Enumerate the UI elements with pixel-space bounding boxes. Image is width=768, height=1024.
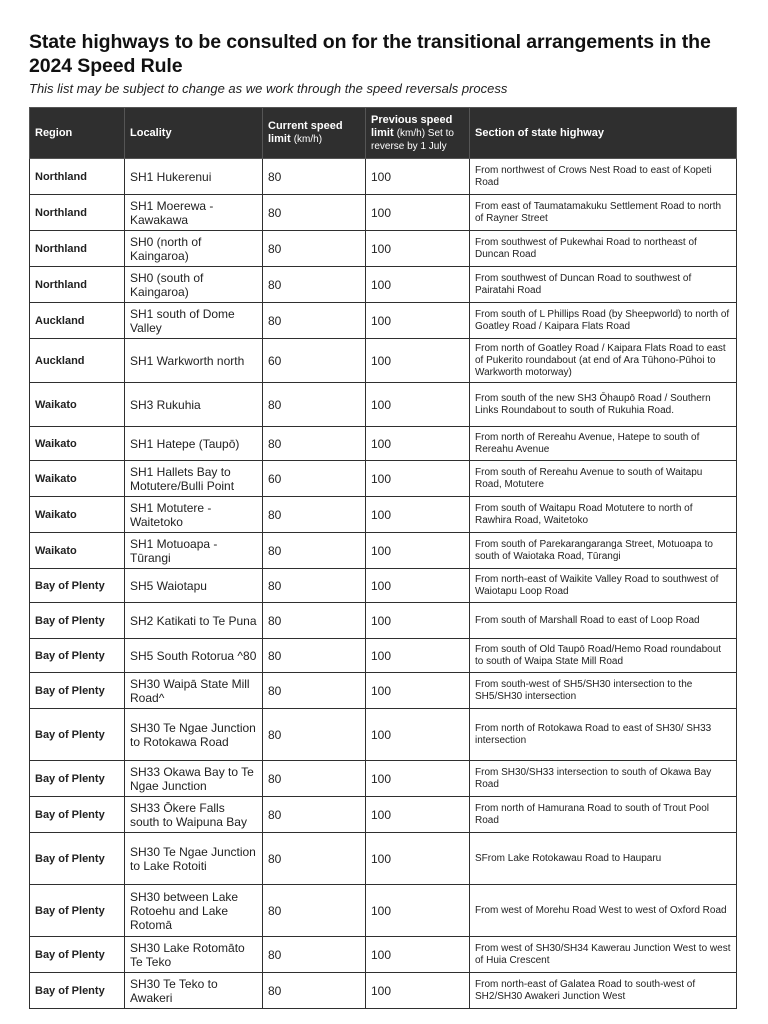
table-row (30, 603, 737, 639)
section-cell: From south of Parekarangaranga Street, Motuoapa to south of Waiotaka Road, Tūrangi (470, 533, 737, 569)
header-previous-main: Previous speed limit (371, 113, 453, 139)
table-row (30, 303, 737, 339)
current-speed-cell: 80 (263, 195, 366, 231)
locality-cell: SH1 Motuoapa - Tūrangi (125, 533, 263, 569)
table-row (30, 159, 737, 195)
table-row (30, 673, 737, 709)
section-cell: SFrom Lake Rotokawau Road to Hauparu (470, 833, 737, 885)
table-row (30, 569, 737, 603)
section-cell: From southwest of Pukewhai Road to northeast of Duncan Road (470, 231, 737, 267)
previous-speed-cell: 100 (366, 639, 470, 673)
current-speed-cell: 80 (263, 533, 366, 569)
current-speed-cell: 80 (263, 569, 366, 603)
previous-speed-cell: 100 (366, 231, 470, 267)
section-cell: From south of Marshall Road to east of Loop Road (470, 603, 737, 639)
region-cell: Bay of Plenty (30, 603, 125, 639)
table-row (30, 639, 737, 673)
section-cell: From south of the new SH3 Ōhaupō Road / Southern Links Roundabout to south of Rukuhia Road. (470, 383, 737, 427)
region-cell: Waikato (30, 533, 125, 569)
speed-limit-table (29, 107, 737, 1009)
region-cell: Northland (30, 267, 125, 303)
locality-cell: SH33 Okawa Bay to Te Ngae Junction (125, 761, 263, 797)
table-header (30, 108, 737, 159)
previous-speed-cell: 100 (366, 833, 470, 885)
locality-cell: SH30 between Lake Rotoehu and Lake Rotomā (125, 885, 263, 937)
current-speed-cell: 80 (263, 497, 366, 533)
current-speed-cell: 80 (263, 383, 366, 427)
region-cell: Bay of Plenty (30, 709, 125, 761)
table-row (30, 267, 737, 303)
table-row (30, 383, 737, 427)
locality-cell: SH1 Hatepe (Taupō) (125, 427, 263, 461)
region-cell: Northland (30, 231, 125, 267)
locality-cell: SH5 Waiotapu (125, 569, 263, 603)
table-row (30, 195, 737, 231)
region-cell: Waikato (30, 427, 125, 461)
previous-speed-cell: 100 (366, 303, 470, 339)
table-row (30, 833, 737, 885)
header-section: Section of state highway (470, 108, 737, 159)
header-current-main: Current speed limit (268, 120, 343, 145)
section-cell: From north of Goatley Road / Kaipara Flats Road to east of Pukerito roundabout (at end of Ara Tūhono-Pūhoi to Warkworth motorway) (470, 339, 737, 383)
current-speed-cell: 60 (263, 461, 366, 497)
table-row (30, 761, 737, 797)
locality-cell: SH5 South Rotorua ^80 (125, 639, 263, 673)
header-previous-note: (km/h) Set to reverse by 1 July (371, 127, 454, 152)
table-row (30, 797, 737, 833)
table-row (30, 533, 737, 569)
locality-cell: SH2 Katikati to Te Puna (125, 603, 263, 639)
page-subtitle: This list may be subject to change as we work through the speed reversals process (29, 81, 508, 96)
section-cell: From east of Taumatamakuku Settlement Road to north of Rayner Street (470, 195, 737, 231)
header-current-speed (263, 108, 366, 159)
section-cell: From south of Old Taupō Road/Hemo Road roundabout to south of Waipa State Mill Road (470, 639, 737, 673)
current-speed-cell: 80 (263, 937, 366, 973)
previous-speed-cell: 100 (366, 673, 470, 709)
previous-speed-cell: 100 (366, 885, 470, 937)
section-cell: From west of Morehu Road West to west of Oxford Road (470, 885, 737, 937)
current-speed-cell: 80 (263, 833, 366, 885)
region-cell: Auckland (30, 339, 125, 383)
section-cell: From south of Waitapu Road Motutere to north of Rawhira Road, Waitetoko (470, 497, 737, 533)
locality-cell: SH1 Moerewa - Kawakawa (125, 195, 263, 231)
current-speed-cell: 80 (263, 303, 366, 339)
locality-cell: SH30 Waipā State Mill Road^ (125, 673, 263, 709)
current-speed-cell: 80 (263, 673, 366, 709)
previous-speed-cell: 100 (366, 159, 470, 195)
table-body (30, 159, 737, 1009)
region-cell: Bay of Plenty (30, 673, 125, 709)
section-cell: From south of L Phillips Road (by Sheepworld) to north of Goatley Road / Kaipara Flats Road (470, 303, 737, 339)
locality-cell: SH1 Motutere - Waitetoko (125, 497, 263, 533)
current-speed-cell: 80 (263, 159, 366, 195)
region-cell: Bay of Plenty (30, 797, 125, 833)
table-row (30, 497, 737, 533)
previous-speed-cell: 100 (366, 797, 470, 833)
table-row (30, 427, 737, 461)
region-cell: Waikato (30, 461, 125, 497)
table-row (30, 339, 737, 383)
table-row (30, 885, 737, 937)
locality-cell: SH1 south of Dome Valley (125, 303, 263, 339)
previous-speed-cell: 100 (366, 267, 470, 303)
current-speed-cell: 80 (263, 603, 366, 639)
region-cell: Auckland (30, 303, 125, 339)
locality-cell: SH3 Rukuhia (125, 383, 263, 427)
current-speed-cell: 60 (263, 339, 366, 383)
previous-speed-cell: 100 (366, 761, 470, 797)
region-cell: Northland (30, 159, 125, 195)
region-cell: Bay of Plenty (30, 885, 125, 937)
region-cell: Bay of Plenty (30, 639, 125, 673)
section-cell: From SH30/SH33 intersection to south of Okawa Bay Road (470, 761, 737, 797)
current-speed-cell: 80 (263, 761, 366, 797)
region-cell: Bay of Plenty (30, 937, 125, 973)
region-cell: Waikato (30, 497, 125, 533)
region-cell: Northland (30, 195, 125, 231)
page-title: State highways to be consulted on for the transitional arrangements in the 2024 Speed Rule (29, 31, 711, 77)
section-cell: From north of Rotokawa Road to east of SH30/ SH33 intersection (470, 709, 737, 761)
locality-cell: SH30 Te Teko to Awakeri (125, 973, 263, 1009)
section-cell: From north of Rereahu Avenue, Hatepe to south of Rereahu Avenue (470, 427, 737, 461)
section-cell: From south-west of SH5/SH30 intersection to the SH5/SH30 intersection (470, 673, 737, 709)
region-cell: Bay of Plenty (30, 833, 125, 885)
previous-speed-cell: 100 (366, 603, 470, 639)
header-previous-speed (366, 108, 470, 159)
section-cell: From north-east of Galatea Road to south-west of SH2/SH30 Awakeri Junction West (470, 973, 737, 1009)
previous-speed-cell: 100 (366, 973, 470, 1009)
current-speed-cell: 80 (263, 973, 366, 1009)
previous-speed-cell: 100 (366, 497, 470, 533)
section-cell: From south of Rereahu Avenue to south of Waitapu Road, Motutere (470, 461, 737, 497)
locality-cell: SH1 Hukerenui (125, 159, 263, 195)
locality-cell: SH33 Ōkere Falls south to Waipuna Bay (125, 797, 263, 833)
previous-speed-cell: 100 (366, 533, 470, 569)
region-cell: Bay of Plenty (30, 761, 125, 797)
previous-speed-cell: 100 (366, 383, 470, 427)
previous-speed-cell: 100 (366, 195, 470, 231)
table-row (30, 709, 737, 761)
previous-speed-cell: 100 (366, 339, 470, 383)
locality-cell: SH0 (south of Kaingaroa) (125, 267, 263, 303)
previous-speed-cell: 100 (366, 937, 470, 973)
header-current-unit: (km/h) (293, 134, 323, 145)
current-speed-cell: 80 (263, 639, 366, 673)
previous-speed-cell: 100 (366, 709, 470, 761)
table-row (30, 231, 737, 267)
previous-speed-cell: 100 (366, 569, 470, 603)
previous-speed-cell: 100 (366, 427, 470, 461)
table-row (30, 973, 737, 1009)
region-cell: Bay of Plenty (30, 973, 125, 1009)
locality-cell: SH1 Warkworth north (125, 339, 263, 383)
current-speed-cell: 80 (263, 709, 366, 761)
section-cell: From west of SH30/SH34 Kawerau Junction West to west of Huia Crescent (470, 937, 737, 973)
section-cell: From north-east of Waikite Valley Road to southwest of Waiotapu Loop Road (470, 569, 737, 603)
section-cell: From southwest of Duncan Road to southwest of Pairatahi Road (470, 267, 737, 303)
current-speed-cell: 80 (263, 885, 366, 937)
section-cell: From northwest of Crows Nest Road to east of Kopeti Road (470, 159, 737, 195)
locality-cell: SH30 Te Ngae Junction to Rotokawa Road (125, 709, 263, 761)
document-page (29, 30, 736, 1005)
table-row (30, 461, 737, 497)
locality-cell: SH1 Hallets Bay to Motutere/Bulli Point (125, 461, 263, 497)
current-speed-cell: 80 (263, 427, 366, 461)
table-header-row (30, 108, 737, 159)
section-cell: From north of Hamurana Road to south of Trout Pool Road (470, 797, 737, 833)
current-speed-cell: 80 (263, 231, 366, 267)
table-row (30, 937, 737, 973)
header-locality: Locality (125, 108, 263, 159)
locality-cell: SH0 (north of Kaingaroa) (125, 231, 263, 267)
current-speed-cell: 80 (263, 267, 366, 303)
region-cell: Bay of Plenty (30, 569, 125, 603)
current-speed-cell: 80 (263, 797, 366, 833)
header-region: Region (30, 108, 125, 159)
region-cell: Waikato (30, 383, 125, 427)
locality-cell: SH30 Te Ngae Junction to Lake Rotoiti (125, 833, 263, 885)
locality-cell: SH30 Lake Rotomāto Te Teko (125, 937, 263, 973)
previous-speed-cell: 100 (366, 461, 470, 497)
